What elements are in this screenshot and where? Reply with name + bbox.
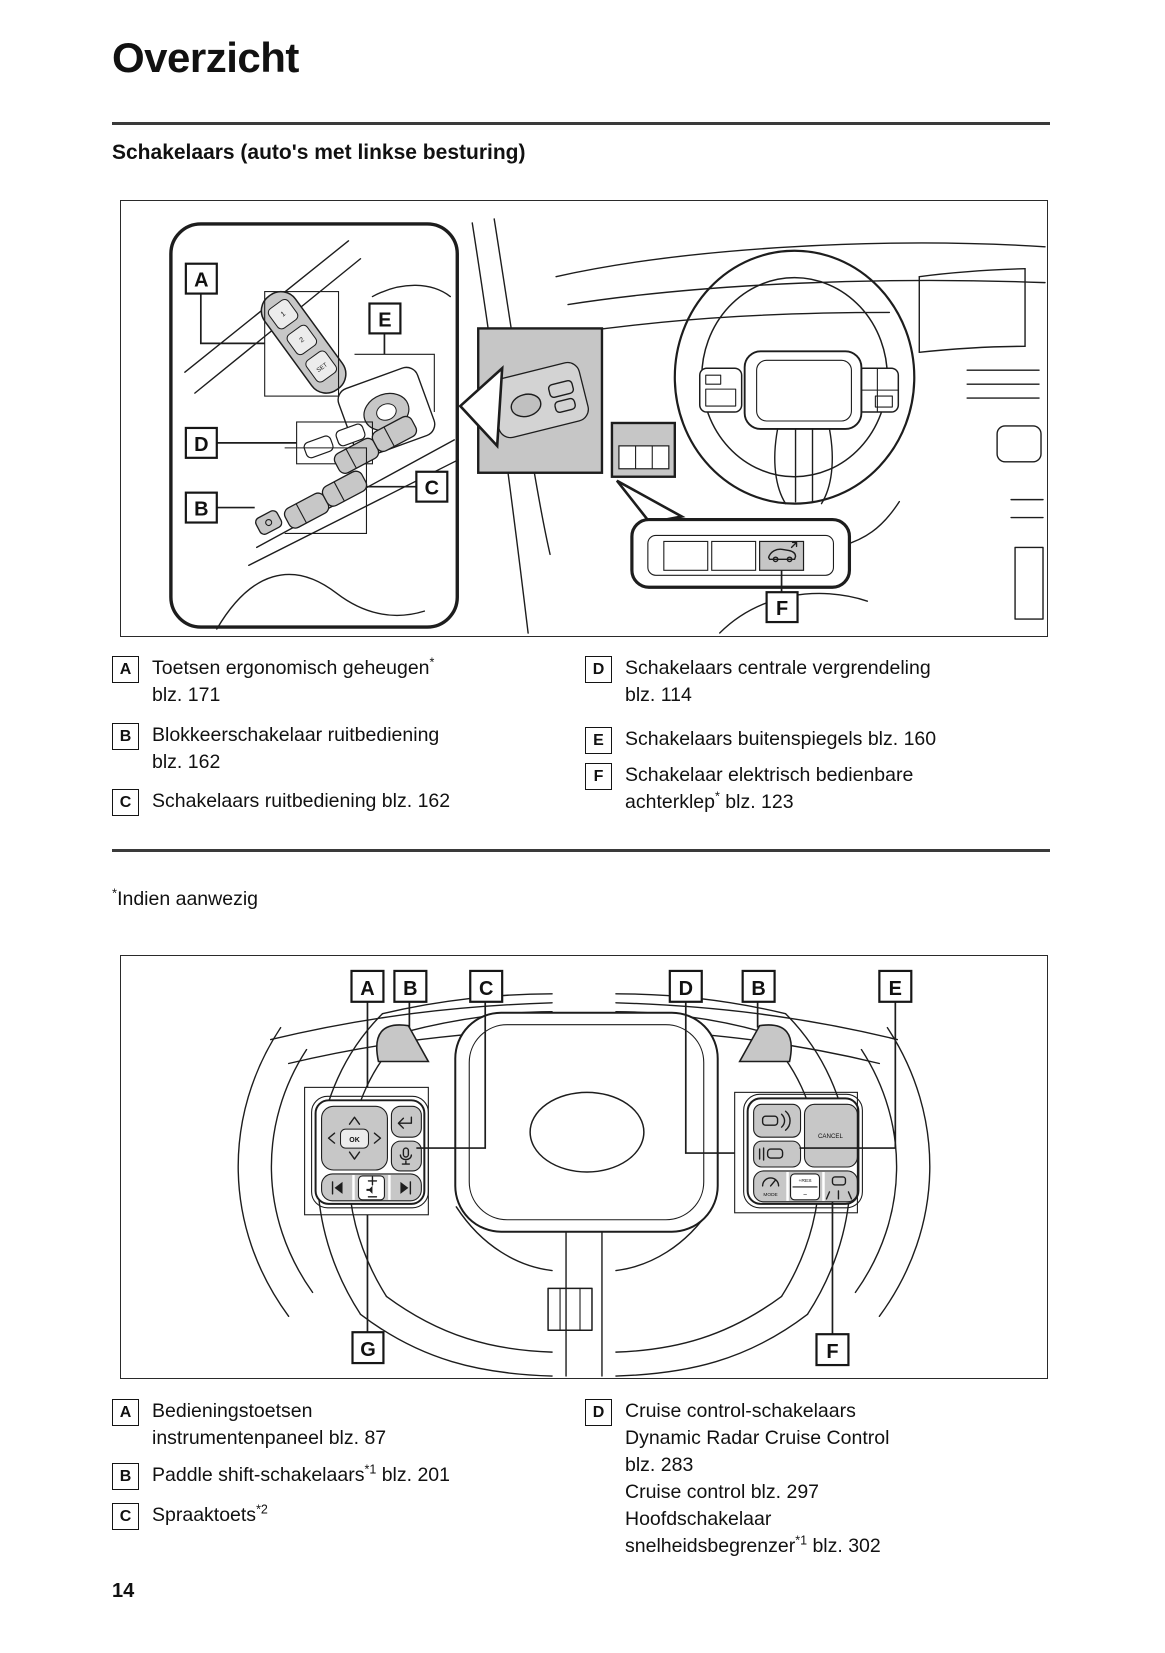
svg-text:F: F (826, 1341, 839, 1364)
legend-line: Blokkeerschakelaar ruitbediening (152, 724, 440, 746)
paddle-shift-right (740, 1025, 792, 1062)
callout-box-c2 (470, 971, 502, 1002)
svg-text:C: C (479, 977, 494, 1000)
legend-item-d1 (585, 655, 1045, 709)
legend-line: Cruise control-schakelaars (625, 1400, 856, 1422)
steering-hub-pad (455, 1013, 717, 1232)
callout-box-e (369, 304, 400, 334)
voice-button (391, 1141, 421, 1171)
legend-line: Bedieningstoetsen (152, 1400, 313, 1422)
radar-cruise-button (754, 1104, 801, 1137)
legend-line: Dynamic Radar Cruise Control (625, 1427, 890, 1449)
svg-text:A: A (360, 977, 375, 1000)
legend-line: Toetsen ergonomisch geheugen* (152, 655, 435, 679)
mode-label: MODE (763, 1192, 778, 1198)
dpad-switch (322, 1106, 388, 1170)
callout-badge: B (112, 1463, 139, 1490)
vehicle-distance-button (754, 1141, 801, 1167)
legend-line: Paddle shift-schakelaars$^{*1}$ blz. 201 (152, 1462, 450, 1486)
legend-line: achterklep* blz. 123 (625, 789, 794, 813)
callout-box-b (186, 493, 217, 523)
legend-line: blz. 283 (625, 1454, 694, 1476)
callout-badge: A (112, 1399, 139, 1426)
legend-line: blz. 162 (152, 751, 221, 773)
svg-text:SET: SET (315, 362, 329, 374)
callout-badge: A (112, 656, 139, 683)
minus-label: − (802, 1191, 808, 1199)
callout-badge: C (112, 1503, 139, 1530)
cancel-label: CANCEL (817, 1133, 843, 1141)
legend-line: Spraaktoets$^{*2}$ (152, 1502, 268, 1526)
legend-line: Schakelaar elektrisch bedienbare (625, 764, 914, 786)
svg-text:B: B (194, 498, 209, 521)
left-steering-switch-cluster (312, 1096, 429, 1207)
svg-text:D: D (194, 433, 209, 456)
legend-line: Schakelaars buitenspiegels blz. 160 (625, 728, 937, 750)
callout-box-d (186, 428, 217, 458)
callout-box-f2 (816, 1334, 848, 1365)
legend-line: blz. 171 (152, 684, 221, 706)
section-heading: Schakelaars (auto's met linkse besturing) (112, 141, 526, 164)
legend-item-a2 (112, 1398, 572, 1452)
svg-text:G: G (360, 1339, 376, 1362)
power-back-door-button (760, 541, 804, 570)
legend-item-e1 (585, 726, 1045, 754)
svg-text:1: 1 (279, 310, 288, 319)
callout-box-a2 (352, 971, 384, 1002)
res-label: +RES (798, 1177, 812, 1184)
svg-text:D: D (678, 977, 693, 1000)
right-steering-switch-cluster (744, 1094, 863, 1207)
bottom-switch-row (754, 1171, 858, 1202)
legend-item-b2 (112, 1462, 572, 1490)
callout-badge: F (585, 763, 612, 790)
legend-line: Schakelaars centrale vergrendeling (625, 657, 931, 679)
cancel-button (805, 1104, 858, 1167)
callout-box-b2-left (394, 971, 426, 1002)
legend-item-c1 (112, 788, 572, 816)
legend-item-d2 (585, 1398, 1045, 1560)
callout-box-b2-right (743, 971, 775, 1002)
callout-box-c (416, 472, 447, 502)
svg-text:A: A (194, 269, 209, 292)
legend-item-f1 (585, 762, 1045, 816)
callout-badge: B (112, 723, 139, 750)
svg-text:E: E (888, 977, 902, 1000)
figure-steering-wheel-switches (120, 955, 1048, 1379)
svg-text:E: E (378, 309, 392, 332)
page-number: 14 (112, 1580, 135, 1602)
legend-line: Cruise control blz. 297 (625, 1481, 820, 1503)
legend-line: instrumentenpaneel blz. 87 (152, 1427, 387, 1449)
legend-line: blz. 114 (625, 684, 692, 706)
callout-badge: E (585, 727, 612, 754)
svg-text:B: B (403, 977, 418, 1000)
legend-line: snelheidsbegrenzer$^{*1}$ blz. 302 (625, 1533, 881, 1557)
paddle-shift-left (377, 1025, 429, 1062)
callout-badge: D (585, 1399, 612, 1426)
power-back-door-callout (617, 481, 849, 592)
legend-line: Hoofdschakelaar (625, 1508, 772, 1530)
callout-box-g2 (353, 1332, 384, 1363)
res-set-switch (791, 1174, 820, 1200)
legend-item-a1 (112, 655, 572, 709)
callout-box-a (186, 264, 217, 294)
legend-item-c2 (112, 1502, 572, 1530)
divider-top (112, 122, 1050, 125)
footnote: *Indien aanwezig (112, 885, 258, 910)
divider-middle (112, 849, 1050, 852)
back-button (391, 1106, 421, 1137)
svg-text:2: 2 (298, 336, 306, 345)
dash-switch-panel (612, 423, 675, 477)
callout-box-f (767, 592, 798, 622)
media-buttons (322, 1174, 422, 1201)
callout-badge: D (585, 656, 612, 683)
svg-text:B: B (751, 977, 766, 1000)
callout-badge: C (112, 789, 139, 816)
legend-item-b1 (112, 722, 572, 776)
callout-box-e2 (879, 971, 911, 1002)
svg-text:C: C (424, 477, 440, 500)
ok-button-label: OK (349, 1137, 360, 1145)
volume-switch (358, 1176, 384, 1200)
page-title: Overzicht (112, 34, 299, 81)
legend-line: Schakelaars ruitbediening blz. 162 (152, 790, 451, 812)
svg-text:F: F (775, 598, 789, 621)
callout-box-d2 (670, 971, 702, 1002)
figure-door-dashboard-switches (120, 200, 1048, 637)
